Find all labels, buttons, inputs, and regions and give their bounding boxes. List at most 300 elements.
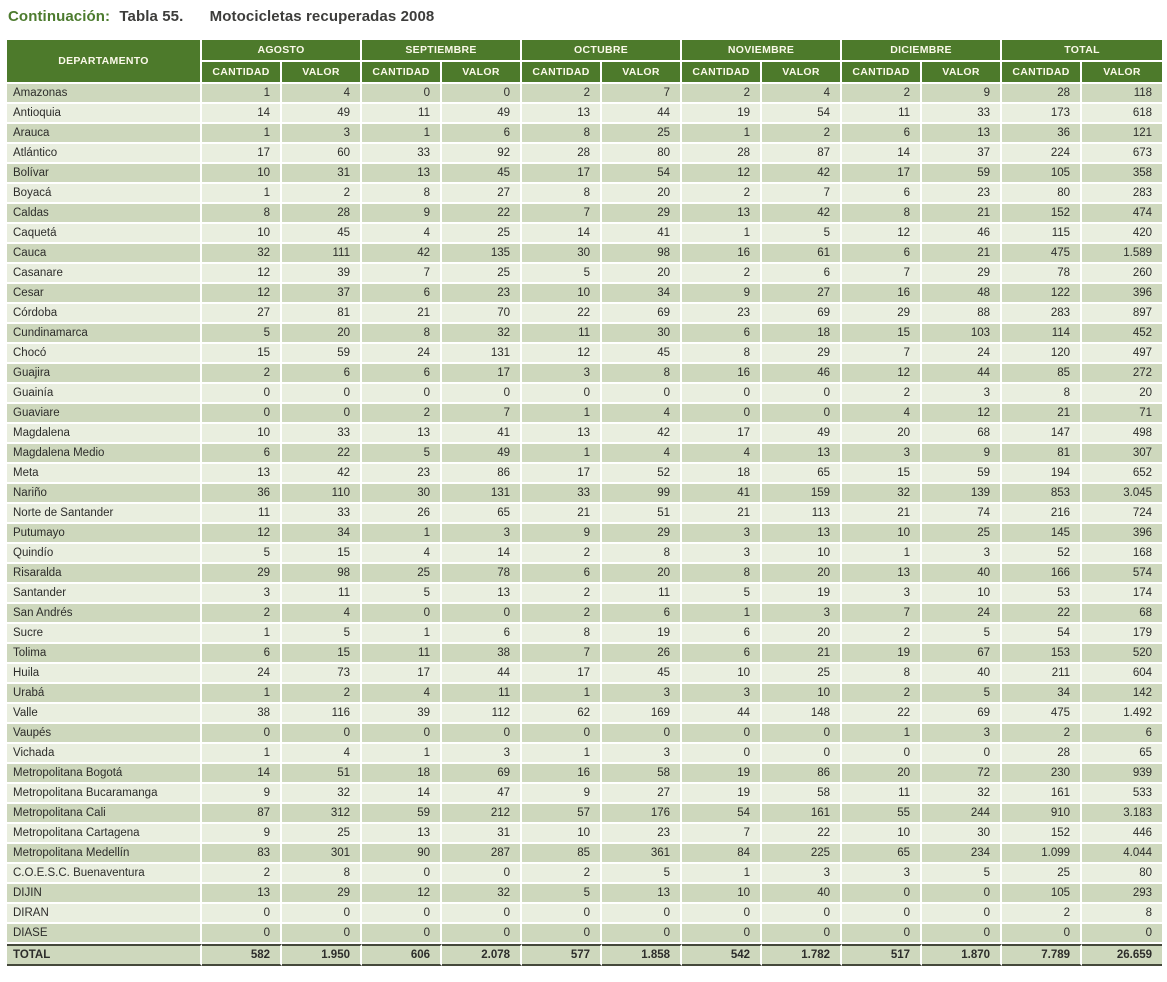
value-cell: 23 [442, 284, 522, 304]
value-cell: 3 [842, 864, 922, 884]
value-cell: 16 [682, 244, 762, 264]
value-cell: 216 [1002, 504, 1082, 524]
value-cell: 44 [602, 104, 682, 124]
value-cell: 3 [602, 744, 682, 764]
value-cell: 25 [602, 124, 682, 144]
value-cell: 110 [282, 484, 362, 504]
value-cell: 0 [522, 904, 602, 924]
title-table-name: Motocicletas recuperadas 2008 [209, 8, 435, 25]
value-cell: 7 [602, 84, 682, 104]
value-cell: 40 [922, 564, 1002, 584]
department-cell: Metropolitana Bogotá [7, 764, 202, 784]
value-cell: 673 [1082, 144, 1162, 164]
value-cell: 121 [1082, 124, 1162, 144]
department-cell: Guainía [7, 384, 202, 404]
value-cell: 28 [282, 204, 362, 224]
value-cell: 45 [282, 224, 362, 244]
value-cell: 10 [762, 544, 842, 564]
value-cell: 131 [442, 484, 522, 504]
value-cell: 147 [1002, 424, 1082, 444]
value-cell: 12 [202, 284, 282, 304]
value-cell: 10 [522, 824, 602, 844]
value-cell: 99 [602, 484, 682, 504]
value-cell: 17 [362, 664, 442, 684]
value-cell: 11 [282, 584, 362, 604]
value-cell: 176 [602, 804, 682, 824]
header-cantidad-octubre: CANTIDAD [522, 62, 602, 84]
table-row [7, 684, 1162, 704]
value-cell: 21 [522, 504, 602, 524]
value-cell: 0 [362, 904, 442, 924]
value-cell: 6 [1082, 724, 1162, 744]
value-cell: 69 [442, 764, 522, 784]
value-cell: 23 [922, 184, 1002, 204]
value-cell: 17 [842, 164, 922, 184]
value-cell: 27 [762, 284, 842, 304]
value-cell: 10 [922, 584, 1002, 604]
value-cell: 897 [1082, 304, 1162, 324]
value-cell: 20 [1082, 384, 1162, 404]
value-cell: 65 [442, 504, 522, 524]
value-cell: 69 [602, 304, 682, 324]
table-row [7, 784, 1162, 804]
value-cell: 11 [202, 504, 282, 524]
value-cell: 6 [202, 644, 282, 664]
value-cell: 161 [762, 804, 842, 824]
value-cell: 225 [762, 844, 842, 864]
value-cell: 27 [442, 184, 522, 204]
value-cell: 13 [362, 164, 442, 184]
value-cell: 724 [1082, 504, 1162, 524]
value-cell: 32 [202, 244, 282, 264]
value-cell: 606 [362, 944, 442, 966]
value-cell: 2 [842, 684, 922, 704]
table-row [7, 704, 1162, 724]
value-cell: 25 [762, 664, 842, 684]
value-cell: 17 [522, 464, 602, 484]
value-cell: 0 [922, 904, 1002, 924]
value-cell: 3 [682, 684, 762, 704]
value-cell: 49 [442, 104, 522, 124]
value-cell: 244 [922, 804, 1002, 824]
value-cell: 105 [1002, 884, 1082, 904]
department-cell: Tolima [7, 644, 202, 664]
value-cell: 4 [282, 744, 362, 764]
department-cell: Cesar [7, 284, 202, 304]
value-cell: 20 [602, 564, 682, 584]
value-cell: 42 [362, 244, 442, 264]
value-cell: 0 [522, 384, 602, 404]
value-cell: 69 [762, 304, 842, 324]
value-cell: 2 [522, 544, 602, 564]
value-cell: 8 [282, 864, 362, 884]
value-cell: 15 [842, 324, 922, 344]
value-cell: 11 [842, 104, 922, 124]
department-cell: Huila [7, 664, 202, 684]
value-cell: 6 [602, 604, 682, 624]
value-cell: 9 [922, 84, 1002, 104]
value-cell: 293 [1082, 884, 1162, 904]
header-month-noviembre: NOVIEMBRE [682, 40, 842, 62]
value-cell: 179 [1082, 624, 1162, 644]
value-cell: 54 [1002, 624, 1082, 644]
value-cell: 4 [602, 404, 682, 424]
header-month-agosto: AGOSTO [202, 40, 362, 62]
value-cell: 3 [682, 544, 762, 564]
value-cell: 452 [1082, 324, 1162, 344]
value-cell: 2 [202, 364, 282, 384]
value-cell: 67 [922, 644, 1002, 664]
header-group-total: TOTAL [1002, 40, 1162, 62]
value-cell: 0 [282, 384, 362, 404]
value-cell: 2 [842, 84, 922, 104]
value-cell: 24 [922, 604, 1002, 624]
value-cell: 0 [682, 924, 762, 944]
value-cell: 34 [1002, 684, 1082, 704]
value-cell: 533 [1082, 784, 1162, 804]
value-cell: 287 [442, 844, 522, 864]
value-cell: 3 [842, 444, 922, 464]
value-cell: 83 [202, 844, 282, 864]
value-cell: 12 [682, 164, 762, 184]
value-cell: 21 [1002, 404, 1082, 424]
value-cell: 361 [602, 844, 682, 864]
department-cell: Meta [7, 464, 202, 484]
value-cell: 0 [602, 924, 682, 944]
value-cell: 1 [522, 684, 602, 704]
header-valor-diciembre: VALOR [922, 62, 1002, 84]
value-cell: 45 [442, 164, 522, 184]
value-cell: 9 [202, 784, 282, 804]
value-cell: 17 [682, 424, 762, 444]
value-cell: 38 [442, 644, 522, 664]
value-cell: 1 [202, 84, 282, 104]
value-cell: 29 [762, 344, 842, 364]
value-cell: 13 [602, 884, 682, 904]
value-cell: 13 [762, 524, 842, 544]
table-row [7, 744, 1162, 764]
value-cell: 0 [362, 864, 442, 884]
table-row [7, 264, 1162, 284]
value-cell: 33 [282, 504, 362, 524]
value-cell: 13 [362, 424, 442, 444]
value-cell: 51 [602, 504, 682, 524]
value-cell: 5 [362, 584, 442, 604]
value-cell: 47 [442, 784, 522, 804]
value-cell: 4 [282, 604, 362, 624]
value-cell: 5 [922, 684, 1002, 704]
table-row [7, 844, 1162, 864]
value-cell: 23 [362, 464, 442, 484]
department-cell: Vichada [7, 744, 202, 764]
value-cell: 0 [202, 904, 282, 924]
value-cell: 31 [282, 164, 362, 184]
value-cell: 2 [522, 864, 602, 884]
department-cell: Arauca [7, 124, 202, 144]
department-cell: Boyacá [7, 184, 202, 204]
value-cell: 7 [762, 184, 842, 204]
table-row [7, 824, 1162, 844]
table-row [7, 584, 1162, 604]
header-cantidad-septiembre: CANTIDAD [362, 62, 442, 84]
value-cell: 6 [682, 324, 762, 344]
value-cell: 33 [282, 424, 362, 444]
value-cell: 21 [362, 304, 442, 324]
value-cell: 29 [202, 564, 282, 584]
department-cell: DIASE [7, 924, 202, 944]
value-cell: 26.659 [1082, 944, 1162, 966]
header-month-row [7, 40, 1162, 62]
value-cell: 0 [1082, 924, 1162, 944]
value-cell: 44 [922, 364, 1002, 384]
department-cell: Caldas [7, 204, 202, 224]
value-cell: 6 [362, 284, 442, 304]
value-cell: 4 [602, 444, 682, 464]
value-cell: 32 [842, 484, 922, 504]
value-cell: 0 [442, 924, 522, 944]
value-cell: 0 [922, 744, 1002, 764]
value-cell: 59 [362, 804, 442, 824]
value-cell: 105 [1002, 164, 1082, 184]
value-cell: 11 [442, 684, 522, 704]
value-cell: 74 [922, 504, 1002, 524]
value-cell: 55 [842, 804, 922, 824]
value-cell: 10 [762, 684, 842, 704]
value-cell: 0 [682, 904, 762, 924]
value-cell: 44 [682, 704, 762, 724]
value-cell: 0 [922, 924, 1002, 944]
value-cell: 21 [682, 504, 762, 524]
value-cell: 9 [362, 204, 442, 224]
value-cell: 8 [1002, 384, 1082, 404]
value-cell: 0 [602, 904, 682, 924]
value-cell: 4 [282, 84, 362, 104]
value-cell: 2 [522, 84, 602, 104]
value-cell: 3 [762, 604, 842, 624]
value-cell: 28 [1002, 84, 1082, 104]
value-cell: 2 [1002, 904, 1082, 924]
value-cell: 42 [762, 164, 842, 184]
value-cell: 0 [682, 404, 762, 424]
value-cell: 25 [362, 564, 442, 584]
value-cell: 577 [522, 944, 602, 966]
value-cell: 0 [842, 744, 922, 764]
value-cell: 19 [682, 764, 762, 784]
table-row [7, 524, 1162, 544]
value-cell: 20 [602, 264, 682, 284]
value-cell: 11 [522, 324, 602, 344]
value-cell: 3 [442, 744, 522, 764]
value-cell: 90 [362, 844, 442, 864]
value-cell: 1 [682, 224, 762, 244]
value-cell: 7 [522, 204, 602, 224]
motorcycles-recovered-table [7, 40, 1162, 966]
value-cell: 28 [682, 144, 762, 164]
value-cell: 33 [922, 104, 1002, 124]
table-row [7, 564, 1162, 584]
department-cell: Caquetá [7, 224, 202, 244]
value-cell: 36 [202, 484, 282, 504]
value-cell: 41 [442, 424, 522, 444]
value-cell: 41 [682, 484, 762, 504]
value-cell: 15 [282, 544, 362, 564]
department-cell: Magdalena Medio [7, 444, 202, 464]
value-cell: 4 [682, 444, 762, 464]
value-cell: 1 [362, 124, 442, 144]
value-cell: 312 [282, 804, 362, 824]
department-cell: Metropolitana Bucaramanga [7, 784, 202, 804]
value-cell: 114 [1002, 324, 1082, 344]
value-cell: 3 [442, 524, 522, 544]
value-cell: 26 [362, 504, 442, 524]
value-cell: 59 [922, 164, 1002, 184]
value-cell: 8 [1082, 904, 1162, 924]
header-departamento: DEPARTAMENTO [7, 40, 202, 84]
department-cell: Vaupés [7, 724, 202, 744]
value-cell: 53 [1002, 584, 1082, 604]
value-cell: 8 [602, 544, 682, 564]
value-cell: 194 [1002, 464, 1082, 484]
value-cell: 1 [522, 744, 602, 764]
table-row [7, 364, 1162, 384]
department-cell: Metropolitana Cali [7, 804, 202, 824]
value-cell: 10 [682, 884, 762, 904]
table-row [7, 464, 1162, 484]
value-cell: 26 [602, 644, 682, 664]
value-cell: 15 [202, 344, 282, 364]
value-cell: 46 [762, 364, 842, 384]
value-cell: 8 [522, 624, 602, 644]
value-cell: 44 [442, 664, 522, 684]
value-cell: 542 [682, 944, 762, 966]
value-cell: 29 [282, 884, 362, 904]
value-cell: 7 [522, 644, 602, 664]
value-cell: 0 [522, 924, 602, 944]
value-cell: 0 [442, 904, 522, 924]
value-cell: 10 [202, 164, 282, 184]
value-cell: 4 [362, 544, 442, 564]
value-cell: 24 [922, 344, 1002, 364]
value-cell: 30 [522, 244, 602, 264]
value-cell: 6 [842, 124, 922, 144]
value-cell: 28 [1002, 744, 1082, 764]
value-cell: 111 [282, 244, 362, 264]
value-cell: 166 [1002, 564, 1082, 584]
value-cell: 396 [1082, 284, 1162, 304]
value-cell: 8 [682, 564, 762, 584]
value-cell: 6 [842, 184, 922, 204]
value-cell: 73 [282, 664, 362, 684]
value-cell: 30 [362, 484, 442, 504]
value-cell: 1.870 [922, 944, 1002, 966]
value-cell: 939 [1082, 764, 1162, 784]
value-cell: 7 [842, 344, 922, 364]
value-cell: 0 [682, 384, 762, 404]
header-cantidad-total: CANTIDAD [1002, 62, 1082, 84]
department-cell: Metropolitana Cartagena [7, 824, 202, 844]
value-cell: 2 [682, 84, 762, 104]
department-cell: Córdoba [7, 304, 202, 324]
department-cell: DIRAN [7, 904, 202, 924]
value-cell: 40 [762, 884, 842, 904]
department-cell: Guaviare [7, 404, 202, 424]
value-cell: 17 [522, 164, 602, 184]
value-cell: 103 [922, 324, 1002, 344]
value-cell: 16 [842, 284, 922, 304]
value-cell: 72 [922, 764, 1002, 784]
value-cell: 80 [602, 144, 682, 164]
value-cell: 1.589 [1082, 244, 1162, 264]
department-cell: Valle [7, 704, 202, 724]
value-cell: 8 [202, 204, 282, 224]
value-cell: 1 [522, 404, 602, 424]
department-cell: Antioquia [7, 104, 202, 124]
value-cell: 25 [282, 824, 362, 844]
value-cell: 3 [922, 724, 1002, 744]
value-cell: 46 [922, 224, 1002, 244]
value-cell: 3 [682, 524, 762, 544]
value-cell: 16 [682, 364, 762, 384]
table-row [7, 384, 1162, 404]
value-cell: 98 [602, 244, 682, 264]
value-cell: 25 [442, 264, 522, 284]
value-cell: 88 [922, 304, 1002, 324]
table-row [7, 644, 1162, 664]
value-cell: 80 [1002, 184, 1082, 204]
value-cell: 13 [522, 424, 602, 444]
value-cell: 17 [522, 664, 602, 684]
value-cell: 62 [522, 704, 602, 724]
value-cell: 16 [522, 764, 602, 784]
department-cell: Casanare [7, 264, 202, 284]
value-cell: 11 [362, 104, 442, 124]
table-row [7, 284, 1162, 304]
value-cell: 475 [1002, 244, 1082, 264]
value-cell: 22 [282, 444, 362, 464]
value-cell: 87 [762, 144, 842, 164]
value-cell: 30 [602, 324, 682, 344]
value-cell: 13 [842, 564, 922, 584]
total-row [7, 944, 1162, 966]
value-cell: 20 [602, 184, 682, 204]
table-row [7, 124, 1162, 144]
value-cell: 0 [762, 924, 842, 944]
table-row [7, 404, 1162, 424]
value-cell: 0 [682, 724, 762, 744]
value-cell: 0 [922, 884, 1002, 904]
value-cell: 3 [922, 544, 1002, 564]
value-cell: 37 [282, 284, 362, 304]
table-row [7, 144, 1162, 164]
value-cell: 6 [682, 644, 762, 664]
value-cell: 9 [682, 284, 762, 304]
table-row [7, 664, 1162, 684]
value-cell: 19 [682, 104, 762, 124]
value-cell: 11 [602, 584, 682, 604]
value-cell: 12 [922, 404, 1002, 424]
value-cell: 65 [762, 464, 842, 484]
value-cell: 135 [442, 244, 522, 264]
value-cell: 234 [922, 844, 1002, 864]
department-cell: Risaralda [7, 564, 202, 584]
table-row [7, 224, 1162, 244]
value-cell: 13 [202, 884, 282, 904]
value-cell: 1 [202, 744, 282, 764]
header-cantidad-agosto: CANTIDAD [202, 62, 282, 84]
department-cell: Santander [7, 584, 202, 604]
value-cell: 85 [522, 844, 602, 864]
value-cell: 49 [442, 444, 522, 464]
